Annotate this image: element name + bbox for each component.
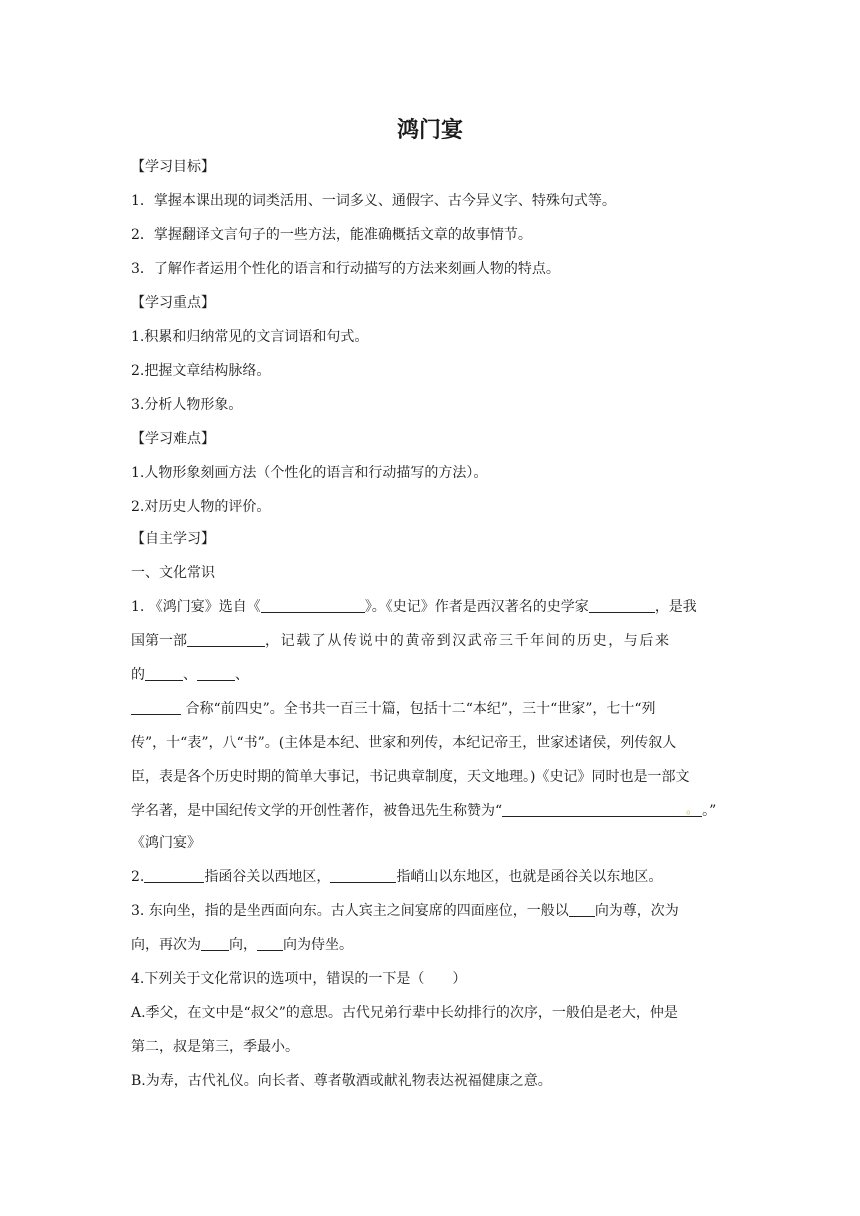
goals-heading: 【学习目标】	[131, 159, 215, 175]
key-points-heading: 【学习重点】	[131, 295, 215, 311]
goal-item-3: 3．了解作者运用个性化的语言和行动描写的方法来刻画人物的特点。	[131, 261, 560, 277]
blank-seat-3[interactable]	[257, 936, 283, 951]
difficulties-heading: 【学习难点】	[131, 431, 215, 447]
blank-guanzhong[interactable]	[144, 868, 204, 883]
key-point-2: 2.把握文章结构脉络。	[131, 363, 271, 379]
q4-option-a-line-1: A.季父，在文中是“叔父”的意思。古代兄弟行辈中长幼排行的次序，一般伯是老大，仲是	[131, 1005, 678, 1021]
blank-lu-xun-praise[interactable]	[502, 802, 702, 817]
q3-line-2: 向，再次为 向， 向为侍坐。	[131, 937, 353, 953]
blank-seat-2[interactable]	[201, 936, 229, 951]
blank-author[interactable]	[589, 598, 655, 613]
goal-item-1: 1．掌握本课出现的词类活用、一词多义、通假字、古今异义字、特殊句式等。	[131, 193, 616, 209]
q1-line-1: 1. 《鸿门宴》选自《 》。《史记》作者是西汉著名的史学家 ，是我	[131, 599, 697, 615]
blank-book-type[interactable]	[187, 632, 265, 647]
q3-line-1: 3. 东向坐，指的是坐西面向东。古人宾主之间宴席的四面座位，一般以 向为尊，次为	[131, 903, 679, 919]
q1-line-7: 学名著，是中国纪传文学的开创性著作，被鲁迅先生称赞为“ 。 。”	[131, 801, 731, 821]
q1-line-8: 《鸿门宴》	[131, 835, 201, 851]
q1-line-2: 国第一部 ，记载了从传说中的黄帝到汉武帝三千年间的历史，与后来	[131, 633, 671, 649]
blank-seat-1[interactable]	[569, 902, 595, 917]
q2-line: 2. 指函谷关以西地区， 指峭山以东地区，也就是函谷关以东地区。	[131, 869, 663, 885]
blank-dot: 。	[686, 802, 699, 816]
q4-stem: 4.下列关于文化常识的选项中，错误的一下是（ ）	[131, 971, 467, 987]
goal-item-2: 2．掌握翻译文言句子的一些方法，能准确概括文章的故事情节。	[131, 227, 532, 243]
q1-line-3: 的 、 、	[131, 667, 249, 683]
culture-subheading: 一、文化常识	[131, 565, 215, 581]
difficulty-1: 1.人物形象刻画方法（个性化的语言和行动描写的方法）。	[131, 465, 488, 481]
q1-line-5: 传”，十“表”，八“书”。(主体是本纪、世家和列传，本纪记帝王，世家述诸侯，列传叙人	[131, 735, 677, 751]
blank-shandong[interactable]	[330, 868, 396, 883]
blank-history-1[interactable]	[145, 666, 183, 681]
blank-history-2[interactable]	[197, 666, 235, 681]
q4-option-b: B.为寿，古代礼仪。向长者、尊者敬酒或献礼物表达祝福健康之意。	[131, 1073, 552, 1089]
key-point-1: 1.积累和归纳常见的文言词语和句式。	[131, 329, 369, 345]
key-point-3: 3.分析人物形象。	[131, 397, 243, 413]
q1-line-6: 臣，表是各个历史时期的简单大事记，书记典章制度，天文地理。)《史记》同时也是一部文	[131, 769, 690, 785]
q1-line-4: 合称“前四史”。全书共一百三十篇，包括十二“本纪”，三十“世家”，七十“列	[131, 699, 731, 719]
q4-option-a-line-2: 第二，叔是第三，季最小。	[131, 1039, 299, 1055]
page-title: 鸿门宴	[396, 118, 463, 143]
self-study-heading: 【自主学习】	[131, 531, 215, 547]
blank-history-3[interactable]	[131, 700, 181, 715]
difficulty-2: 2.对历史人物的评价。	[131, 499, 271, 515]
blank-source-book[interactable]	[261, 598, 365, 613]
